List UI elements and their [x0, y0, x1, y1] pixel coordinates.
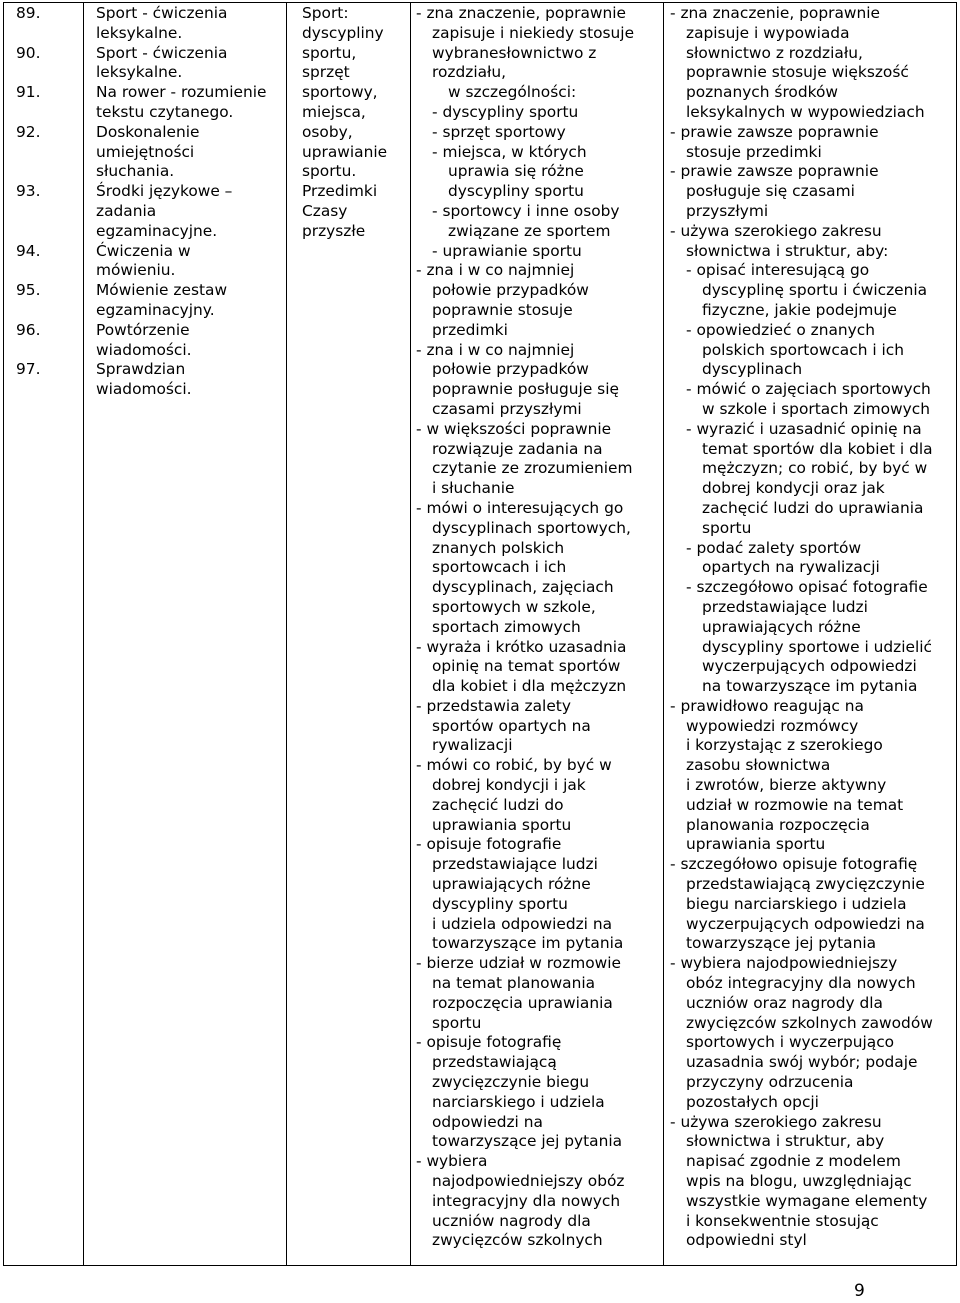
basic-requirement-line: - zna i w co najmniej [416, 340, 575, 359]
lesson-number: 93. [16, 182, 41, 201]
extended-requirement-line: wszystkie wymagane elementy [686, 1191, 928, 1210]
basic-requirement-line: - wyraża i krótko uzasadnia [416, 637, 627, 656]
extended-requirement-line: wypowiedzi rozmówcy [686, 716, 859, 735]
content-column [302, 4, 406, 242]
extended-requirement-line: wyczerpujących odpowiedzi na [686, 914, 925, 933]
basic-requirement-line: przedimki [432, 320, 508, 339]
lesson-topic-line: wiadomości. [96, 380, 192, 399]
basic-requirement-line: dyscypliny sportu [432, 894, 568, 913]
basic-requirement-line: uczniów nagrody dla [432, 1211, 591, 1230]
extended-requirement-line: - zna znaczenie, poprawnie [670, 4, 880, 22]
extended-requirement-line: opartych na rywalizacji [702, 558, 880, 577]
basic-requirement-line: narciarskiego i udziela [432, 1092, 605, 1111]
column-divider [83, 3, 84, 1265]
basic-requirement-line: dla kobiet i dla mężczyzn [432, 677, 627, 696]
extended-requirement-line: przyszłymi [686, 201, 769, 220]
lesson-topic-line: tekstu czytanego. [96, 102, 234, 121]
basic-requirement-line: najodpowiedniejszy obóz [432, 1172, 625, 1191]
extended-requirement-line: biegu narciarskiego i udziela [686, 894, 907, 913]
extended-requirement-line: na towarzyszące im pytania [702, 677, 918, 696]
extended-requirement-line: - prawidłowo reagując na [670, 696, 864, 715]
extended-requirement-line: słownictwa i struktur, aby: [686, 241, 889, 260]
lesson-topic-line: Ćwiczenia w [96, 241, 191, 260]
content-line: przyszłe [302, 221, 366, 240]
extended-requirement-line: - używa szerokiego zakresu [670, 221, 882, 240]
extended-requirement-line: stosuje przedimki [686, 142, 822, 161]
basic-requirement-line: połowie przypadków [432, 281, 589, 300]
basic-requirement-line: na temat planowania [432, 974, 596, 993]
extended-requirement-line: towarzyszące jej pytania [686, 934, 877, 953]
extended-requirement-line: - opisać interesującą go [686, 261, 870, 280]
basic-requirements-column [416, 4, 656, 1251]
basic-requirement-line: poprawnie posługuje się [432, 380, 619, 399]
basic-requirement-line: - opisuje fotografię [416, 1033, 562, 1052]
basic-requirement-line: - wybiera [416, 1152, 488, 1171]
basic-requirement-line: rozwiązuje zadania na [432, 439, 603, 458]
basic-requirement-line: zapisuje i niekiedy stosuje [432, 23, 635, 42]
basic-requirement-line: czasami przyszłymi [432, 399, 582, 418]
content-line: sportu. [302, 162, 357, 181]
extended-requirement-line: sportu [702, 518, 752, 537]
basic-requirement-line: sportów opartych na [432, 716, 591, 735]
extended-requirement-line: udział w rozmowie na temat [686, 795, 904, 814]
lesson-topic [96, 281, 286, 321]
lesson-topic-line: umiejętności [96, 142, 195, 161]
lesson-number: 97. [16, 360, 41, 379]
content-line: Czasy [302, 201, 348, 220]
lesson-topic [96, 44, 286, 84]
basic-requirement-line: - sprzęt sportowy [432, 122, 566, 141]
extended-requirement-line: zasobu słownictwa [686, 756, 831, 775]
lesson-topic [96, 83, 286, 123]
basic-requirement-line: czytanie ze zrozumieniem [432, 459, 633, 478]
basic-requirement-line: zachęcić ludzi do [432, 795, 564, 814]
extended-requirement-line: zwycięzców szkolnych zawodów [686, 1013, 933, 1032]
extended-requirements-column [670, 4, 952, 1251]
extended-requirement-line: - wybiera najodpowiedniejszy [670, 954, 898, 973]
basic-requirement-line: w szczególności: [448, 83, 577, 102]
extended-requirement-line: - prawie zawsze poprawnie [670, 122, 879, 141]
basic-requirement-line: rywalizacji [432, 736, 513, 755]
extended-requirement-line: uprawiających różne [702, 617, 861, 636]
extended-requirement-line: - prawie zawsze poprawnie [670, 162, 879, 181]
extended-requirement-line: i korzystając z szerokiego [686, 736, 883, 755]
basic-requirement-line: wybranesłownictwo z [432, 43, 597, 62]
basic-requirement-line: rozpoczęcia uprawiania [432, 993, 613, 1012]
column-divider [286, 3, 287, 1265]
basic-requirement-line: i udziela odpowiedzi na [432, 914, 613, 933]
extended-requirement-line: uczniów oraz nagrody dla [686, 993, 883, 1012]
basic-requirement-line: rozdziału, [432, 63, 507, 82]
extended-requirement-line: leksykalnych w wypowiedziach [686, 102, 925, 121]
lesson-topic-line: leksykalne. [96, 23, 183, 42]
basic-requirement-line: - dyscypliny sportu [432, 102, 579, 121]
basic-requirement-line: dyscyplinach, zajęciach [432, 578, 614, 597]
basic-requirement-line: - uprawianie sportu [432, 241, 582, 260]
lesson-number: 91. [16, 83, 41, 102]
lesson-number: 96. [16, 320, 41, 339]
basic-requirement-line: przedstawiającą [432, 1053, 557, 1072]
lesson-topic-line: egzaminacyjny. [96, 300, 215, 319]
basic-requirement-line: przedstawiające ludzi [432, 855, 598, 874]
basic-requirement-line: - mówi co robić, by być w [416, 756, 612, 775]
lesson-topic-line: Sprawdzian [96, 360, 186, 379]
lesson-topic-line: Sport - ćwiczenia [96, 4, 228, 22]
lesson-number: 90. [16, 43, 41, 62]
basic-requirement-line: dobrej kondycji i jak [432, 776, 586, 795]
basic-requirement-line: - przedstawia zalety [416, 696, 571, 715]
basic-requirement-line: sportu [432, 1013, 482, 1032]
extended-requirement-line: przyczyny odrzucenia [686, 1073, 854, 1092]
lesson-topic [96, 242, 286, 282]
lesson-topic-line: leksykalne. [96, 63, 183, 82]
content-line: uprawianie [302, 142, 388, 161]
extended-requirement-line: obóz integracyjny dla nowych [686, 974, 916, 993]
basic-requirement-line: uprawiających różne [432, 875, 591, 894]
extended-requirement-line: temat sportów dla kobiet i dla [702, 439, 933, 458]
extended-requirement-line: w szkole i sportach zimowych [702, 399, 930, 418]
content-line: sportu, [302, 43, 357, 62]
extended-requirement-line: zachęcić ludzi do uprawiania [702, 498, 924, 517]
lesson-topic [96, 4, 286, 44]
basic-requirement-line: - opisuje fotografie [416, 835, 562, 854]
basic-requirement-line: - w większości poprawnie [416, 419, 612, 438]
extended-requirement-line: uprawiania sportu [686, 835, 826, 854]
basic-requirement-line: uprawia się różne [448, 162, 584, 181]
lesson-number: 95. [16, 281, 41, 300]
basic-requirement-line: - miejsca, w których [432, 142, 587, 161]
content-line: sprzęt [302, 63, 350, 82]
extended-requirement-line: poznanych środków [686, 83, 838, 102]
basic-requirement-line: i słuchanie [432, 479, 515, 498]
extended-requirement-line: - szczegółowo opisać fotografie [686, 578, 928, 597]
lesson-number: 89. [16, 4, 41, 22]
extended-requirement-line: dyscyplinach [702, 360, 803, 379]
basic-requirement-line: dyscypliny sportu [448, 182, 584, 201]
extended-requirement-line: - podać zalety sportów [686, 538, 862, 557]
basic-requirement-line: znanych polskich [432, 538, 565, 557]
extended-requirement-line: przedstawiającą zwycięzczynie [686, 875, 925, 894]
content-line: miejsca, [302, 102, 366, 121]
extended-requirement-line: napisać zgodnie z modelem [686, 1152, 901, 1171]
extended-requirement-line: posługuje się czasami [686, 182, 855, 201]
basic-requirement-line: związane ze sportem [448, 221, 611, 240]
extended-requirement-line: - opowiedzieć o znanych [686, 320, 875, 339]
basic-requirement-line: opinię na temat sportów [432, 657, 621, 676]
extended-requirement-line: wpis na blogu, uwzględniając [686, 1172, 912, 1191]
basic-requirement-line: - sportowcy i inne osoby [432, 201, 620, 220]
lesson-topic-line: Powtórzenie [96, 320, 190, 339]
extended-requirement-line: słownictwo z rozdziału, [686, 43, 863, 62]
basic-requirement-line: - zna i w co najmniej [416, 261, 575, 280]
basic-requirement-line: uprawiania sportu [432, 815, 572, 834]
extended-requirement-line: fizyczne, jakie podejmuje [702, 300, 897, 319]
lesson-topic-line: mówieniu. [96, 261, 176, 280]
extended-requirement-line: wyczerpujących odpowiedzi [702, 657, 917, 676]
extended-requirement-line: - używa szerokiego zakresu [670, 1112, 882, 1131]
extended-requirement-line: - szczegółowo opisuje fotografię [670, 855, 918, 874]
lesson-number: 94. [16, 241, 41, 260]
content-line: dyscypliny [302, 23, 384, 42]
basic-requirement-line: dyscyplinach sportowych, [432, 518, 631, 537]
lesson-topic-line: Mówienie zestaw [96, 281, 228, 300]
column-divider [663, 3, 664, 1265]
extended-requirement-line: sportowych i wyczerpująco [686, 1033, 895, 1052]
content-line: sportowy, [302, 83, 378, 102]
extended-requirement-line: planowania rozpoczęcia [686, 815, 870, 834]
extended-requirement-line: uzasadnia swój wybór; podaje [686, 1053, 918, 1072]
extended-requirement-line: mężczyzn; co robić, by być w [702, 459, 928, 478]
page-number: 9 [854, 1281, 865, 1301]
extended-requirement-line: dobrej kondycji oraz jak [702, 479, 885, 498]
basic-requirement-line: - mówi o interesujących go [416, 498, 624, 517]
column-divider [410, 3, 411, 1265]
lesson-topic-line: wiadomości. [96, 340, 192, 359]
content-line: Sport: [302, 4, 349, 22]
basic-requirement-line: - zna znaczenie, poprawnie [416, 4, 626, 22]
extended-requirement-line: dyscypliny sportowe i udzielić [702, 637, 933, 656]
basic-requirement-line: poprawnie stosuje [432, 300, 573, 319]
extended-requirement-line: - mówić o zajęciach sportowych [686, 380, 931, 399]
basic-requirement-line: zwycięzczynie biegu [432, 1073, 590, 1092]
lesson-topic-line: słuchania. [96, 162, 175, 181]
extended-requirement-line: poprawnie stosuje większość [686, 63, 909, 82]
extended-requirement-line: i konsekwentnie stosując [686, 1211, 879, 1230]
extended-requirement-line: i zwrotów, bierze aktywny [686, 776, 887, 795]
lesson-topic-line: Sport - ćwiczenia [96, 43, 228, 62]
basic-requirement-line: integracyjny dla nowych [432, 1191, 621, 1210]
extended-requirement-line: - wyrazić i uzasadnić opinię na [686, 419, 922, 438]
extended-requirement-line: odpowiedni styl [686, 1231, 807, 1250]
lesson-topic-line: Doskonalenie [96, 122, 200, 141]
basic-requirement-line: zwycięzców szkolnych [432, 1231, 603, 1250]
basic-requirement-line: odpowiedzi na [432, 1112, 543, 1131]
basic-requirement-line: towarzyszące jej pytania [432, 1132, 623, 1151]
basic-requirement-line: sportowcach i ich [432, 558, 567, 577]
extended-requirement-line: dyscyplinę sportu i ćwiczenia [702, 281, 928, 300]
lesson-topic-line: egzaminacyjne. [96, 221, 218, 240]
extended-requirement-line: polskich sportowcach i ich [702, 340, 905, 359]
content-line: osoby, [302, 122, 353, 141]
lesson-topic [96, 123, 286, 182]
lesson-topic-line: Środki językowe – [96, 182, 233, 201]
basic-requirement-line: połowie przypadków [432, 360, 589, 379]
basic-requirement-line: - bierze udział w rozmowie [416, 954, 622, 973]
lesson-topic-line: zadania [96, 201, 157, 220]
basic-requirement-line: sportowych w szkole, [432, 597, 596, 616]
lesson-topic [96, 182, 286, 241]
lesson-topic [96, 321, 286, 361]
lesson-topic [96, 360, 286, 400]
content-line: Przedimki [302, 182, 378, 201]
basic-requirement-line: towarzyszące im pytania [432, 934, 624, 953]
extended-requirement-line: zapisuje i wypowiada [686, 23, 850, 42]
lesson-numbers-column [16, 4, 72, 400]
basic-requirement-line: sportach zimowych [432, 617, 581, 636]
extended-requirement-line: przedstawiające ludzi [702, 597, 868, 616]
extended-requirement-line: słownictwa i struktur, aby [686, 1132, 885, 1151]
extended-requirement-line: pozostałych opcji [686, 1092, 819, 1111]
lesson-topic-line: Na rower - rozumienie [96, 83, 267, 102]
lesson-topics-column [96, 4, 286, 400]
lesson-number: 92. [16, 122, 41, 141]
